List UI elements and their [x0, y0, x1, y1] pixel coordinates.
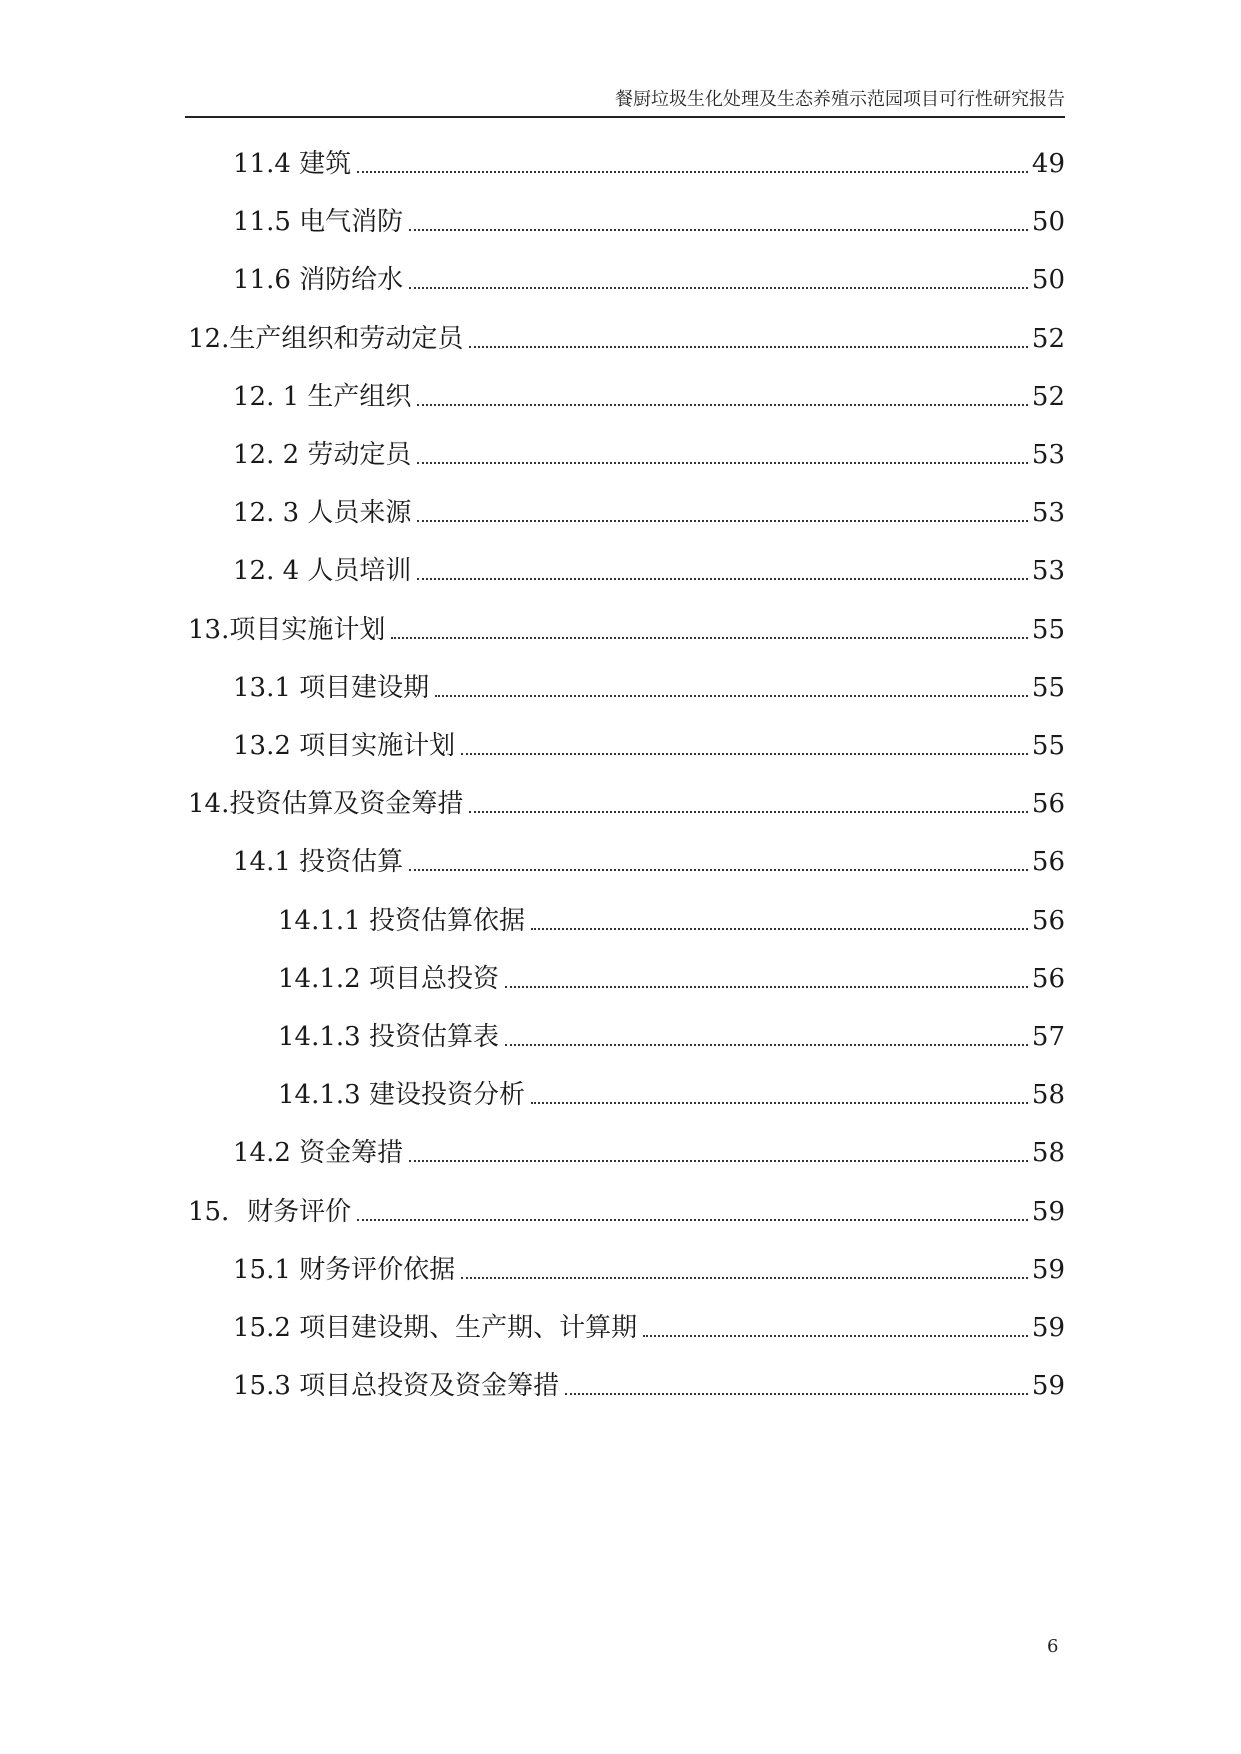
toc-entry-page: 58 — [1031, 1138, 1065, 1168]
toc-entry-label: 14.投资估算及资金筹措 — [188, 789, 464, 819]
toc-entry-label: 14.1 投资估算 — [233, 847, 404, 877]
dot-leader — [565, 1393, 1028, 1395]
toc-entry[interactable] — [188, 1190, 1065, 1230]
toc-entry-page: 59 — [1031, 1313, 1065, 1343]
dot-leader — [417, 578, 1027, 580]
dot-leader — [531, 928, 1028, 930]
toc-entry[interactable] — [188, 317, 1065, 357]
dot-leader — [643, 1335, 1028, 1337]
toc-entry[interactable] — [233, 200, 1065, 240]
toc-entry[interactable] — [233, 1248, 1065, 1288]
dot-leader — [461, 753, 1028, 755]
toc-entry-page: 56 — [1031, 964, 1065, 994]
toc-entry-page: 58 — [1031, 1080, 1065, 1110]
toc-entry-page: 53 — [1031, 440, 1065, 470]
toc-entry-label: 15.2 项目建设期、生产期、计算期 — [233, 1313, 638, 1343]
toc-entry-label: 13.项目实施计划 — [188, 615, 386, 645]
toc-entry-label: 12.生产组织和劳动定员 — [188, 324, 464, 354]
dot-leader — [531, 1102, 1028, 1104]
toc-entry-page: 49 — [1031, 149, 1065, 179]
toc-entry-page: 50 — [1031, 207, 1065, 237]
toc-entry[interactable] — [233, 142, 1065, 182]
toc-entry[interactable] — [233, 1131, 1065, 1171]
toc-entry-page: 56 — [1031, 789, 1065, 819]
page-number: 6 — [1047, 1636, 1059, 1657]
toc-entry-page: 55 — [1031, 615, 1065, 645]
toc-entry-label: 13.2 项目实施计划 — [233, 731, 456, 761]
dot-leader — [417, 520, 1027, 522]
toc-entry[interactable] — [233, 549, 1065, 589]
document-title: 餐厨垃圾生化处理及生态养殖示范园项目可行性研究报告 — [615, 89, 1065, 110]
toc-entry[interactable] — [233, 433, 1065, 473]
toc-entry-label: 15．财务评价 — [188, 1197, 352, 1227]
toc-entry-page: 59 — [1031, 1197, 1065, 1227]
toc-entry[interactable] — [278, 1073, 1065, 1113]
toc-entry[interactable] — [233, 840, 1065, 880]
toc-entry-page: 59 — [1031, 1255, 1065, 1285]
toc-entry-label: 14.1.1 投资估算依据 — [278, 906, 525, 936]
toc-entry-page: 55 — [1031, 673, 1065, 703]
toc-entry-label: 15.1 财务评价依据 — [233, 1255, 456, 1285]
dot-leader — [409, 229, 1028, 231]
dot-leader — [505, 986, 1028, 988]
dot-leader — [409, 869, 1028, 871]
toc-entry-label: 14.1.3 投资估算表 — [278, 1022, 499, 1052]
toc-entry[interactable] — [278, 1015, 1065, 1055]
dot-leader — [391, 637, 1028, 639]
dot-leader — [357, 171, 1028, 173]
toc-entry-label: 11.4 建筑 — [233, 149, 352, 179]
dot-leader — [469, 811, 1028, 813]
toc-entry[interactable] — [233, 1364, 1065, 1404]
dot-leader — [461, 1277, 1028, 1279]
toc-entry-page: 50 — [1031, 265, 1065, 295]
toc-entry[interactable] — [233, 666, 1065, 706]
dot-leader — [357, 1219, 1028, 1221]
toc-entry[interactable] — [188, 608, 1065, 648]
dot-leader — [417, 404, 1027, 406]
toc-entry[interactable] — [188, 782, 1065, 822]
toc-entry-label: 12. 2 劳动定员 — [233, 440, 412, 470]
dot-leader — [469, 346, 1028, 348]
toc-entry[interactable] — [233, 1306, 1065, 1346]
toc-entry-page: 52 — [1031, 382, 1065, 412]
toc-entry[interactable] — [278, 899, 1065, 939]
toc-entry-page: 55 — [1031, 731, 1065, 761]
toc-entry-label: 14.1.2 项目总投资 — [278, 964, 499, 994]
toc-entry-page: 53 — [1031, 498, 1065, 528]
toc-entry-label: 14.1.3 建设投资分析 — [278, 1080, 525, 1110]
dot-leader — [409, 1160, 1028, 1162]
toc-entry-label: 14.2 资金筹措 — [233, 1138, 404, 1168]
toc-entry[interactable] — [233, 491, 1065, 531]
toc-entry[interactable] — [233, 724, 1065, 764]
toc-entry[interactable] — [278, 957, 1065, 997]
toc-entry-label: 11.6 消防给水 — [233, 265, 404, 295]
toc-entry-label: 12. 3 人员来源 — [233, 498, 412, 528]
toc-entry-page: 56 — [1031, 906, 1065, 936]
toc-entry-label: 15.3 项目总投资及资金筹措 — [233, 1371, 560, 1401]
dot-leader — [409, 287, 1028, 289]
toc-entry-page: 53 — [1031, 556, 1065, 586]
dot-leader — [435, 695, 1028, 697]
toc-entry-page: 57 — [1031, 1022, 1065, 1052]
toc-entry-page: 52 — [1031, 324, 1065, 354]
toc-entry[interactable] — [233, 258, 1065, 298]
toc-entry-page: 56 — [1031, 847, 1065, 877]
toc-entry-page: 59 — [1031, 1371, 1065, 1401]
dot-leader — [505, 1044, 1028, 1046]
toc-entry-label: 13.1 项目建设期 — [233, 673, 430, 703]
toc-entry[interactable] — [233, 375, 1065, 415]
toc-entry-label: 12. 1 生产组织 — [233, 382, 412, 412]
toc-entry-label: 11.5 电气消防 — [233, 207, 404, 237]
dot-leader — [417, 462, 1027, 464]
toc-entry-label: 12. 4 人员培训 — [233, 556, 412, 586]
